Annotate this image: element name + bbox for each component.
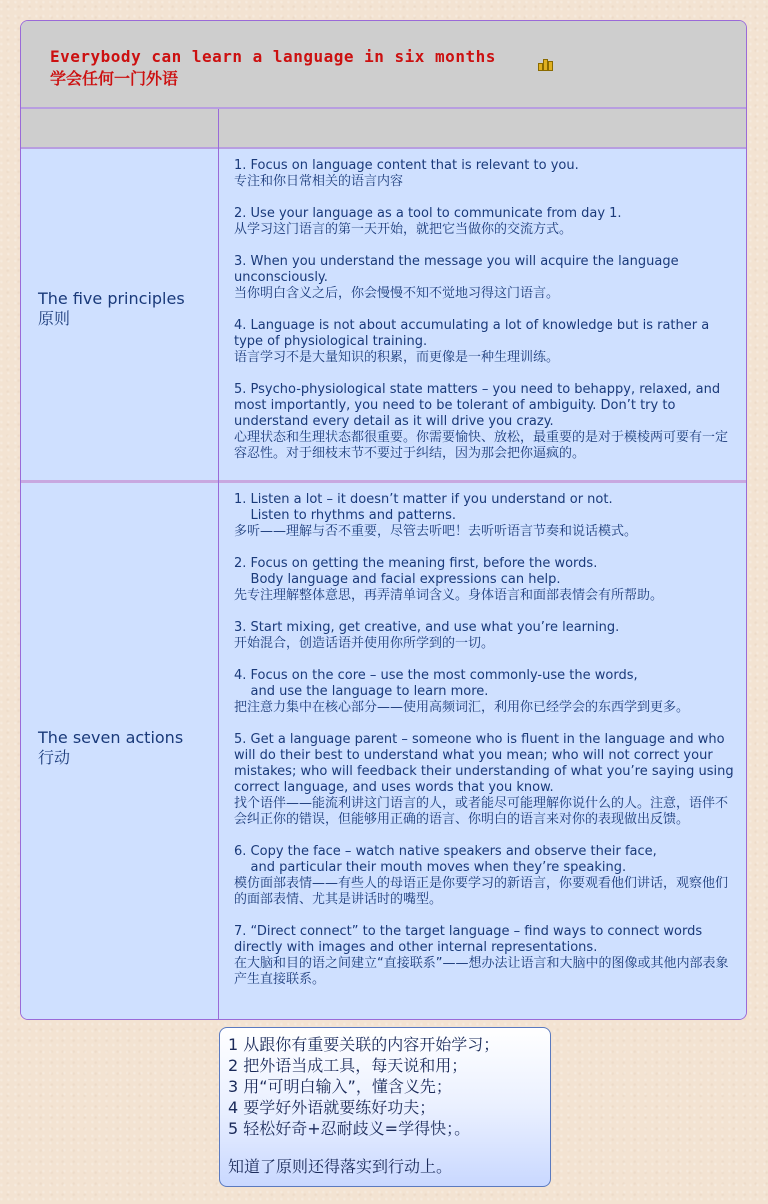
table-header bbox=[21, 21, 746, 109]
principle-en: 1. Focus on language content that is relevant to you. bbox=[234, 158, 579, 173]
summary-line: 2 把外语当成工具，每天说和用； bbox=[228, 1056, 468, 1075]
action-item bbox=[234, 924, 734, 988]
summary-line: 4 要学好外语就要练好功夫； bbox=[228, 1098, 436, 1117]
empty-header-row bbox=[21, 109, 746, 149]
principle-zh: 心理状态和生理状态都很重要。你需要愉快、放松，最重要的是对于模棱两可要有一定容忍性。对于细枝末节不要过于纠结，因为那会把你逼疯的。 bbox=[234, 430, 729, 461]
action-item bbox=[234, 620, 734, 652]
summary-footer: 知道了原则还得落实到行动上。 bbox=[228, 1157, 453, 1176]
principle-zh: 语言学习不是大量知识的积累，而更像是一种生理训练。 bbox=[234, 350, 560, 365]
principle-item bbox=[234, 158, 734, 190]
content-table bbox=[20, 20, 747, 1020]
title-chinese: 学会任何一门外语 bbox=[50, 69, 179, 88]
principle-en: 2. Use your language as a tool to communicate from day 1. bbox=[234, 206, 622, 221]
principle-item bbox=[234, 382, 734, 462]
action-zh: 找个语伴——能流利讲这门语言的人，或者能尽可能理解你说什么的人。注意，语伴不会纠正你的错误，但能够用正确的语言、你明白的语言来对你的表现做出反馈。 bbox=[234, 796, 729, 827]
action-item bbox=[234, 492, 734, 540]
title-english: Everybody can learn a language in six months bbox=[50, 47, 496, 66]
principle-en: 3. When you understand the message you will acquire the language unconsciously. bbox=[234, 254, 683, 285]
principles-list bbox=[234, 158, 734, 462]
action-zh: 模仿面部表情——有些人的母语正是你要学习的新语言，你要观看他们讲话，观察他们的面部表情、尤其是讲话时的嘴型。 bbox=[234, 876, 729, 907]
summary-line: 3 用“可明白输入”，懂含义先； bbox=[228, 1077, 452, 1096]
principle-item bbox=[234, 254, 734, 302]
principle-item bbox=[234, 206, 734, 238]
action-en: 4. Focus on the core – use the most commonly-use the words, and use the language to learn more. bbox=[234, 668, 638, 699]
principle-zh: 从学习这门语言的第一天开始，就把它当做你的交流方式。 bbox=[234, 222, 573, 237]
action-en: 5. Get a language parent – someone who is fluent in the language and who will do their best to understand what you mean; who will not correct your mistakes; who will feedback their understanding of what you’re saying using correct language, and uses words that you know. bbox=[234, 732, 738, 795]
actions-row bbox=[21, 483, 746, 1020]
principle-en: 5. Psycho-physiological state matters – you need to behappy, relaxed, and most importantly, you need to be tolerant of ambiguity. Don’t try to understand every detail as it will drive you crazy. bbox=[234, 382, 725, 429]
action-en: 2. Focus on getting the meaning first, before the words. Body language and facial expressions can help. bbox=[234, 556, 598, 587]
principle-zh: 当你明白含义之后，你会慢慢不知不觉地习得这门语言。 bbox=[234, 286, 560, 301]
summary-box bbox=[219, 1027, 551, 1187]
column-divider bbox=[218, 109, 219, 1020]
bar-chart-icon bbox=[538, 59, 554, 71]
action-item bbox=[234, 844, 734, 908]
action-item bbox=[234, 732, 738, 828]
actions-list bbox=[234, 492, 738, 988]
action-zh: 开始混合，创造话语并使用你所学到的一切。 bbox=[234, 636, 495, 651]
action-zh: 先专注理解整体意思，再弄清单词含义。身体语言和面部表情会有所帮助。 bbox=[234, 588, 664, 603]
action-zh: 把注意力集中在核心部分——使用高频词汇，利用你已经学会的东西学到更多。 bbox=[234, 700, 690, 715]
principles-label-zh: 原则 bbox=[38, 309, 71, 328]
principles-label-en: The five principles bbox=[38, 289, 185, 308]
action-item bbox=[234, 556, 734, 604]
action-en: 6. Copy the face – watch native speakers and observe their face, and particular their mouth moves when they’re speaking. bbox=[234, 844, 657, 875]
action-en: 1. Listen a lot – it doesn’t matter if you understand or not. Listen to rhythms and patterns. bbox=[234, 492, 613, 523]
actions-label-zh: 行动 bbox=[38, 748, 71, 767]
principles-row bbox=[21, 149, 746, 483]
principle-zh: 专注和你日常相关的语言内容 bbox=[234, 174, 404, 189]
principle-item bbox=[234, 318, 734, 366]
action-en: 3. Start mixing, get creative, and use what you’re learning. bbox=[234, 620, 620, 635]
summary-line: 5 轻松好奇+忍耐歧义=学得快；。 bbox=[228, 1119, 471, 1138]
principles-label bbox=[38, 289, 213, 329]
action-zh: 在大脑和目的语之间建立“直接联系”——想办法让语言和大脑中的图像或其他内部表象产生直接联系。 bbox=[234, 956, 729, 987]
action-en: 7. “Direct connect” to the target language – find ways to connect words directly with images and other internal representations. bbox=[234, 924, 707, 955]
principle-en: 4. Language is not about accumulating a lot of knowledge but is rather a type of physiological training. bbox=[234, 318, 714, 349]
action-item bbox=[234, 668, 734, 716]
actions-label-en: The seven actions bbox=[38, 728, 184, 747]
action-zh: 多听——理解与否不重要，尽管去听吧！去听听语言节奏和说话模式。 bbox=[234, 524, 638, 539]
actions-label bbox=[38, 728, 213, 768]
summary-line: 1 从跟你有重要关联的内容开始学习； bbox=[228, 1035, 500, 1054]
